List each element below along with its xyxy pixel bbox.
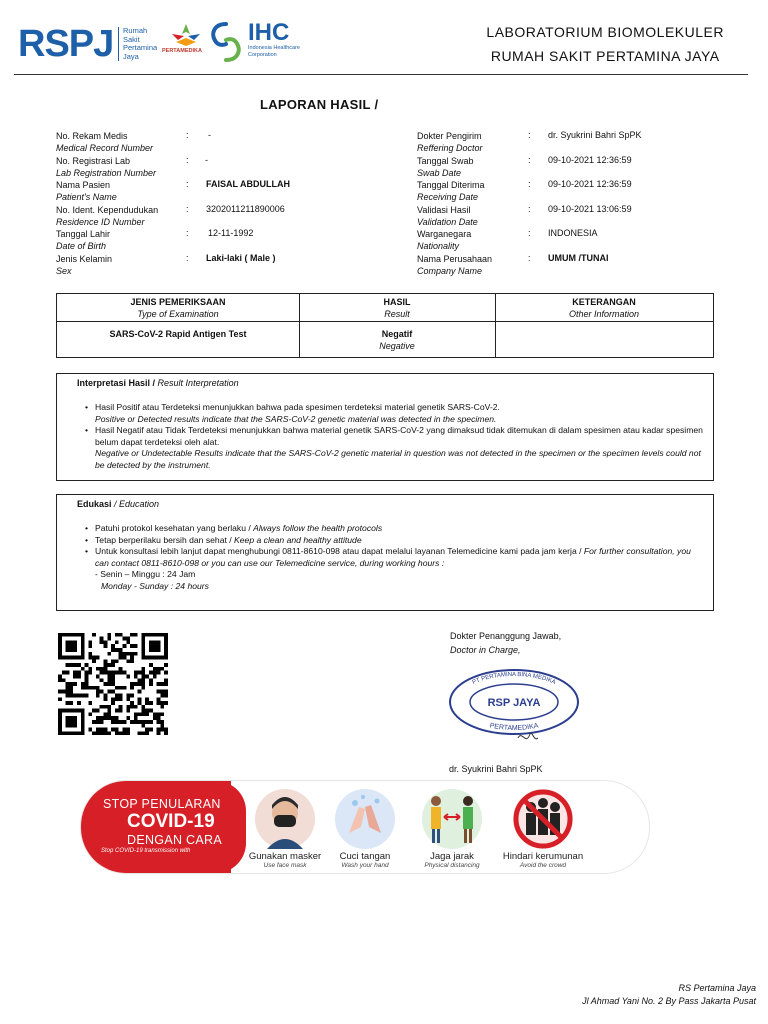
info-value-medical-record: - (208, 130, 211, 140)
education-list (83, 523, 705, 592)
banner-item-label: Hindari kerumunan (502, 851, 584, 862)
info-label-receiving-date (417, 179, 485, 203)
info-value-validation-date: 09-10-2021 13:06:59 (548, 204, 632, 214)
lab-title-line-2: RUMAH SAKIT PERTAMINA JAYA (490, 48, 720, 64)
banner-line-2: COVID-19 (127, 811, 215, 832)
info-colon: : (528, 204, 531, 214)
info-label-sex (56, 253, 112, 277)
info-sublabel: Reffering Doctor (417, 143, 483, 153)
info-colon: : (186, 155, 189, 165)
list-item-text: Untuk konsultasi lebih lanjut dapat menghubungi 0811-8610-098 atau dapat melalui layanan Telemedicine kami pada jam kerja / (95, 546, 582, 556)
lab-title-line-1: LABORATORIUM BIOMOLEKULER (486, 24, 724, 40)
info-value-residence-id: 3202011211890006 (206, 204, 285, 214)
info-sublabel: Swab Date (417, 168, 462, 178)
list-item-sub: Negative or Undetectable Results indicate that the SARS-CoV-2 genetic material in question was not detected in the specimen or the specimen levels could not be detected by the instrument. (95, 448, 701, 470)
footer-line-2: Jl Ahmad Yani No. 2 By Pass Jakarta Pusat (582, 996, 756, 1006)
list-item-sub: For further consultation, you can contact 0811-8610-098 or you can use our Telemedicine service, during working hours : (95, 546, 691, 568)
info-colon: : (528, 253, 531, 263)
list-item-sub: Positive or Detected results indicate that the SARS-CoV-2 genetic material was detected in the specimen. (95, 413, 497, 424)
distance-icon (418, 787, 486, 851)
list-item (83, 425, 705, 471)
banner-item-sub: Avoid the crowd (519, 862, 567, 869)
stamp-ring-bottom (489, 722, 539, 732)
stamp-ring-bottom-text: PERTAMEDIKA (488, 722, 540, 733)
interpretation-title (77, 378, 239, 388)
info-label: Jenis Kelamin (56, 254, 113, 264)
header-divider (14, 74, 748, 75)
info-label: Validasi Hasil (417, 205, 471, 215)
banner-item-sub: Physical distancing (424, 862, 480, 869)
banner-line-1: STOP PENULARAN (103, 797, 221, 811)
info-colon: : (528, 130, 531, 140)
table-header-exam-sub: Type of Examination (137, 309, 219, 319)
info-label: No. Ident. Kependudukan (56, 205, 159, 215)
list-item (83, 523, 705, 535)
info-sublabel: Residence ID Number (56, 217, 145, 227)
info-sublabel: Company Name (417, 266, 483, 276)
table-header-info: KETERANGAN (572, 297, 636, 307)
logo-sub-line: Jaya (123, 51, 139, 61)
info-label: Tanggal Diterima (417, 180, 485, 190)
table-header-info-sub: Other Information (568, 309, 640, 319)
info-label-date-of-birth (56, 228, 110, 252)
info-value-referring-doctor: dr. Syukrini Bahri SpPK (548, 130, 642, 140)
list-item-sub: Always follow the health protocols (253, 523, 383, 533)
info-label: No. Rekam Medis (56, 131, 128, 141)
info-label: Tanggal Lahir (56, 229, 111, 239)
info-label: Tanggal Swab (417, 156, 474, 166)
table-cell-result-sub: Negative (379, 341, 415, 351)
list-item (83, 535, 705, 547)
table-header-exam: JENIS PEMERIKSAAN (130, 297, 226, 307)
ihc-sub-line: Indonesia Healthcare (248, 45, 300, 51)
list-item-text: Tetap berperilaku bersih dan sehat / (95, 534, 232, 545)
doctor-label-sub: Doctor in Charge, (450, 645, 521, 655)
info-label: Warganegara (417, 229, 472, 239)
info-value-date-of-birth: 12-11-1992 (208, 228, 254, 238)
table-divider (57, 321, 713, 322)
info-sublabel: Lab Registration Number (56, 168, 157, 178)
ihc-sub-line: Corporation (248, 52, 277, 58)
report-title: LAPORAN HASIL / (260, 97, 379, 112)
logo-sub-line: Rumah (123, 26, 148, 35)
ihc-logo-icon (206, 20, 246, 64)
info-label: Dokter Pengirim (417, 131, 482, 141)
table-cell-exam: SARS-CoV-2 Rapid Antigen Test (109, 329, 247, 339)
info-colon: : (528, 155, 531, 165)
info-sublabel: Sex (56, 266, 72, 276)
hours-line: - Senin – Minggu : 24 Jam (95, 569, 196, 579)
pertamedika-label: PERTAMEDIKA (162, 48, 202, 54)
doctor-name: dr. Syukrini Bahri SpPK (449, 764, 543, 774)
pertamedika-logo-icon (164, 20, 208, 62)
info-label-residence-id (56, 204, 158, 228)
education-title (77, 499, 159, 509)
info-sublabel: Validation Date (417, 217, 478, 227)
doctor-in-charge-label (450, 629, 561, 657)
info-sublabel: Nationality (417, 241, 460, 251)
info-value-sex: Laki-laki ( Male ) (206, 253, 276, 263)
banner-item-label: Jaga jarak (430, 851, 474, 862)
lab-title (486, 20, 724, 68)
info-value-lab-registration: - (205, 155, 208, 165)
logo-sub-line: Sakit (123, 34, 140, 44)
banner-line-4: Stop COVID-19 transmission with (101, 848, 191, 854)
no-crowd-icon (509, 787, 577, 851)
education-box (56, 494, 714, 611)
info-value-nationality: INDONESIA (548, 228, 598, 238)
ihc-logo-text: IHC (248, 19, 290, 46)
banner-line-3: DENGAN CARA (127, 833, 222, 847)
logo-sub-line: Pertamina (123, 43, 158, 52)
info-label-lab-registration (56, 155, 156, 179)
table-header-result: HASIL (383, 297, 411, 307)
info-label-swab-date (417, 155, 474, 179)
info-colon: : (186, 204, 189, 214)
info-label: Nama Pasien (56, 180, 111, 190)
info-value-swab-date: 09-10-2021 12:36:59 (548, 155, 632, 165)
info-label-nationality (417, 228, 471, 252)
footer-line-1: RS Pertamina Jaya (678, 983, 756, 993)
education-title-sub: / Education (114, 499, 160, 509)
info-sublabel: Receiving Date (417, 192, 479, 202)
mask-icon (251, 787, 319, 851)
stamp-text: RSP JAYA (487, 697, 541, 709)
info-value-company: UMUM /TUNAI (548, 253, 609, 263)
info-label-medical-record (56, 130, 153, 154)
info-value-receiving-date: 09-10-2021 12:36:59 (548, 179, 632, 189)
table-cell-result: Negatif (381, 329, 413, 339)
list-item-text: • Hasil Positif atau Terdeteksi menunjukkan bahwa pada spesimen terdeteksi material genetik SARS-CoV-2. (95, 402, 500, 412)
info-sublabel: Patient's Name (56, 192, 117, 202)
ihc-logo-subtitle (248, 45, 300, 59)
info-label-patient-name (56, 179, 117, 203)
info-label: No. Registrasi Lab (56, 156, 131, 166)
interpretation-list (83, 402, 705, 471)
info-label-referring-doctor (417, 130, 483, 154)
hours-line-sub: Monday - Sunday : 24 hours (101, 580, 209, 591)
info-label: Nama Perusahaan (417, 254, 493, 264)
table-header-result-sub: Result (384, 309, 410, 319)
qr-code-icon (58, 632, 168, 736)
info-colon: : (186, 130, 189, 140)
footer-address (582, 982, 756, 1008)
interpretation-title-main: Interpretasi Hasil / (77, 378, 156, 388)
interpretation-title-sub: Result Interpretation (157, 378, 239, 388)
interpretation-box (56, 373, 714, 481)
hospital-stamp-icon (442, 660, 592, 750)
handwash-icon (331, 787, 399, 851)
info-colon: : (186, 228, 189, 238)
list-item (83, 402, 705, 425)
education-title-main: Edukasi (77, 499, 112, 509)
info-label-validation-date (417, 204, 478, 228)
banner-item-label: Gunakan masker (248, 851, 322, 862)
covid-banner (80, 780, 650, 874)
list-item-text: • Hasil Negatif atau Tidak Terdeteksi menunjukkan bahwa material genetik SARS-CoV-2 yang dimaksud tidak ditemukan di dalam spesimen atau kadar spesimen belum dapat terdeteksi oleh alat. (95, 425, 703, 447)
banner-item-sub: Wash your hand (341, 862, 389, 869)
info-colon: : (186, 253, 189, 263)
info-sublabel: Date of Birth (56, 241, 107, 251)
stamp-ring-top-text: PT PERTAMINA BINA MEDIKA (471, 671, 557, 686)
banner-item-sub: Use face mask (263, 862, 307, 869)
result-table (56, 293, 714, 358)
list-item-sub: Keep a clean and healthy attitude (234, 534, 362, 545)
info-value-patient-name: FAISAL ABDULLAH (206, 179, 290, 189)
banner-item-label: Cuci tangan (339, 851, 391, 862)
info-label-company (417, 253, 492, 277)
list-item (83, 546, 705, 569)
info-colon: : (528, 228, 531, 238)
list-item-text: Patuhi protokol kesehatan yang berlaku / (95, 523, 251, 533)
doctor-label: Dokter Penanggung Jawab, (450, 631, 562, 641)
info-sublabel: Medical Record Number (56, 143, 154, 153)
rspj-logo: RSPJ (18, 23, 114, 65)
info-colon: : (528, 179, 531, 189)
info-colon: : (186, 179, 189, 189)
